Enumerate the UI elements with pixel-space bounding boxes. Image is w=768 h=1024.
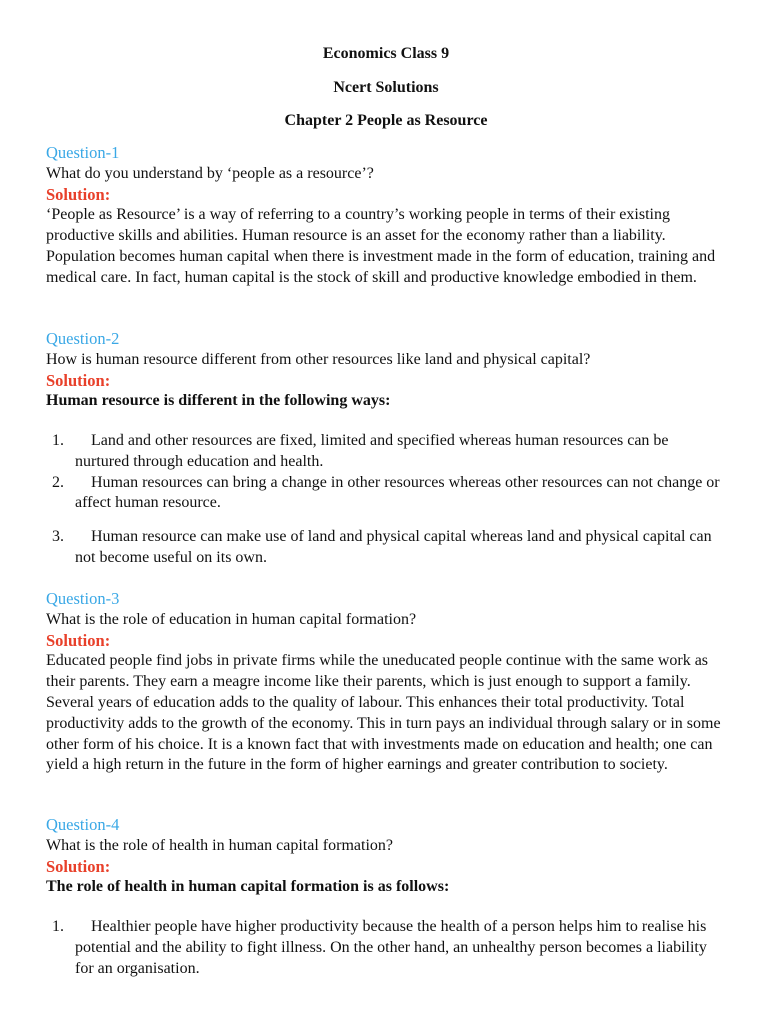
question-text: What do you understand by ‘people as a resource’?	[46, 164, 374, 182]
solution-label: Solution:	[46, 370, 111, 390]
question-label: Question-1	[46, 143, 120, 162]
list-item-number: 1.	[52, 432, 64, 449]
list-item-number: 3.	[52, 528, 64, 545]
answer-text: Educated people find jobs in private firms while the uneducated people continue with the same work as their parents. They earn a meagre income like their parents, which is just enough to support a family. Several years of education adds to the quality of labour. This enhances their total productivity. Total productivity adds to the growth of the economy. This in turn pays an individual through salary or in some other form of his choice. It is a known fact that with investments made on education and health; one can yield a high return in the future in the form of higher earnings and greater contribution to society.	[46, 652, 721, 774]
question-text: What is the role of education in human capital formation?	[46, 610, 417, 628]
question-block-3	[46, 589, 726, 776]
question-text: How is human resource different from other resources like land and physical capital?	[46, 350, 591, 368]
list-item-text: Human resource can make use of land and physical capital whereas land and physical capital can not become useful on its own.	[75, 528, 712, 566]
solution-label: Solution:	[46, 856, 111, 876]
answer-list	[46, 917, 726, 979]
solution-label: Solution:	[46, 184, 111, 204]
list-item	[46, 473, 726, 515]
list-item-text: Healthier people have higher productivity because the health of a person helps him to realise his potential and the ability to fight illness. On the other hand, an unhealthy person becomes a liability for an organisation.	[75, 918, 707, 977]
list-item	[46, 527, 726, 569]
list-item-number: 2.	[52, 473, 64, 491]
list-item-text: Land and other resources are fixed, limited and specified whereas human resources can be nurtured through education and health.	[75, 432, 669, 470]
list-item-number: 1.	[52, 918, 64, 935]
list-item	[46, 431, 726, 473]
answer-intro: Human resource is different in the following ways:	[46, 392, 391, 410]
question-block-4	[46, 815, 726, 898]
answer-text: ‘People as Resource’ is a way of referring to a country’s working people in terms of their existing productive skills and abilities. Human resource is an asset for the economy rather than a liability. Population becomes human capital when there is investment made in the form of education, training and medical care. In fact, human capital is the stock of skill and productive knowledge embodied in them.	[46, 206, 716, 286]
document-subject-title: Economics Class 9	[322, 45, 450, 62]
answer-intro: The role of health in human capital formation is as follows:	[46, 878, 450, 896]
question-block-1	[46, 143, 726, 289]
answer-list-continued	[46, 527, 726, 569]
chapter-title: Chapter 2 People as Resource	[284, 112, 488, 129]
question-label: Question-4	[46, 815, 120, 834]
question-text: What is the role of health in human capital formation?	[46, 836, 393, 854]
answer-list	[46, 431, 726, 514]
list-item-text: Human resources can bring a change in other resources whereas other resources can not change or affect human resource.	[75, 473, 720, 512]
solution-label: Solution:	[46, 630, 111, 650]
question-label: Question-3	[46, 589, 120, 608]
question-block-2	[46, 329, 726, 412]
document-series-title: Ncert Solutions	[333, 79, 439, 96]
question-label: Question-2	[46, 329, 120, 348]
list-item	[46, 917, 726, 979]
